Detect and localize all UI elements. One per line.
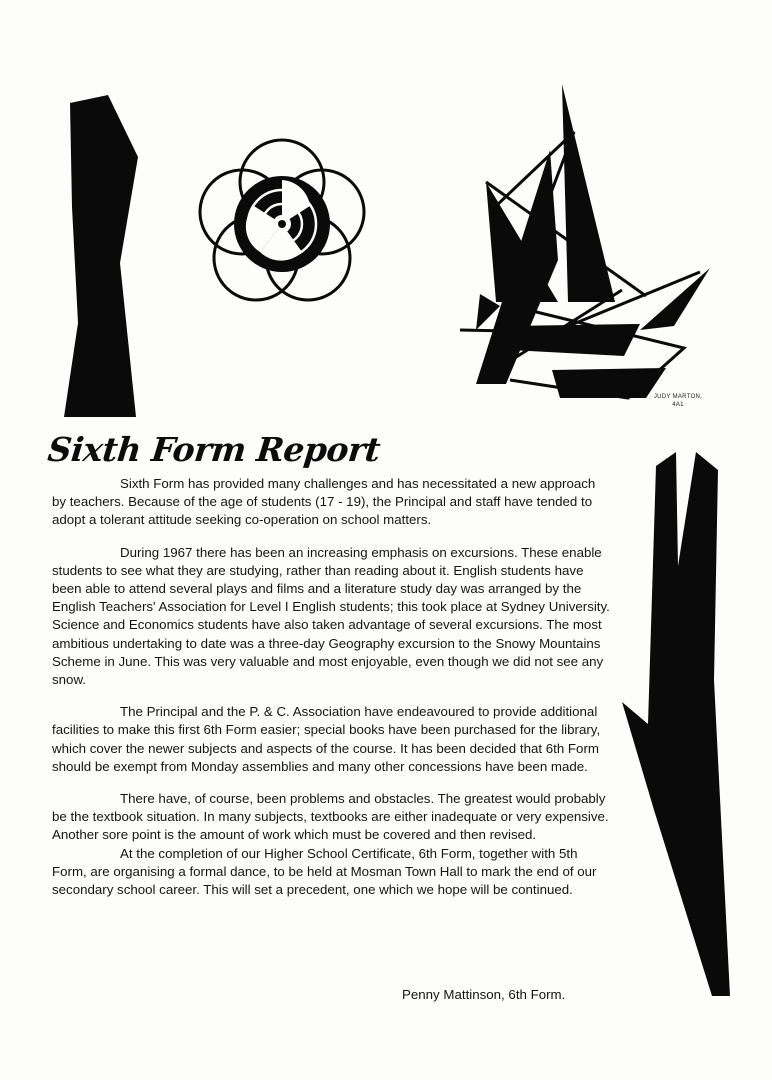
abstract-black-shape-left <box>50 95 145 425</box>
signature: Penny Mattinson, 6th Form. <box>402 987 566 1002</box>
paragraph: At the completion of our Higher School Certificate, 6th Form, together with 5th Form, are organising a formal dance, to be held at Mosman Town Hall to mark the end of our secondary school career. This will set a precedent, one which we hope will be continued. <box>52 845 597 898</box>
report-body <box>52 475 612 913</box>
paragraph: There have, of course, been problems and obstacles. The greatest would probably be the textbook situation. In many subjects, textbooks are either inadequate or very expensive. Another sore point is the amount of work which must be covered and then revised. <box>52 791 609 843</box>
page-title: Sixth Form Report <box>45 430 382 469</box>
paragraph: The Principal and the P. & C. Association have endeavoured to provide additional facilities to make this first 6th Form easier; special books have been purchased for the library, which cover the newer subjects and aspects of the course. It has been decided that 6th Form should be exempt from Monday assemblies and many other concessions have been made. <box>52 704 601 774</box>
paragraph: Sixth Form has provided many challenges and has necessitated a new approach by teachers. Because of the age of students (17 - 19), the Principal and staff have tended to adopt a tolerant attitude seeking co-operation on school matters. <box>52 476 596 528</box>
artist-name: JUDY MARTON, <box>653 394 703 400</box>
flower-circle-drawing <box>198 132 366 302</box>
geometric-sail-drawing <box>440 80 720 410</box>
artist-form: 4A1 <box>672 402 684 408</box>
paragraph: During 1967 there has been an increasing emphasis on excursions. These enable students to see what they are studying, rather than reading about it. English students have been able to attend several plays and films and a literature study day was arranged by the English Teachers' Association for Level I English students; this took place at Sydney University. Science and Economics students have also taken advantage of several excursions. The most ambitious undertaking to date was a three-day Geography excursion to the Snowy Mountains Scheme in June. This was very valuable and most enjoyable, even though we did not see any snow. <box>52 544 610 688</box>
artist-credit <box>638 393 718 409</box>
abstract-black-shape-right <box>618 448 738 1000</box>
